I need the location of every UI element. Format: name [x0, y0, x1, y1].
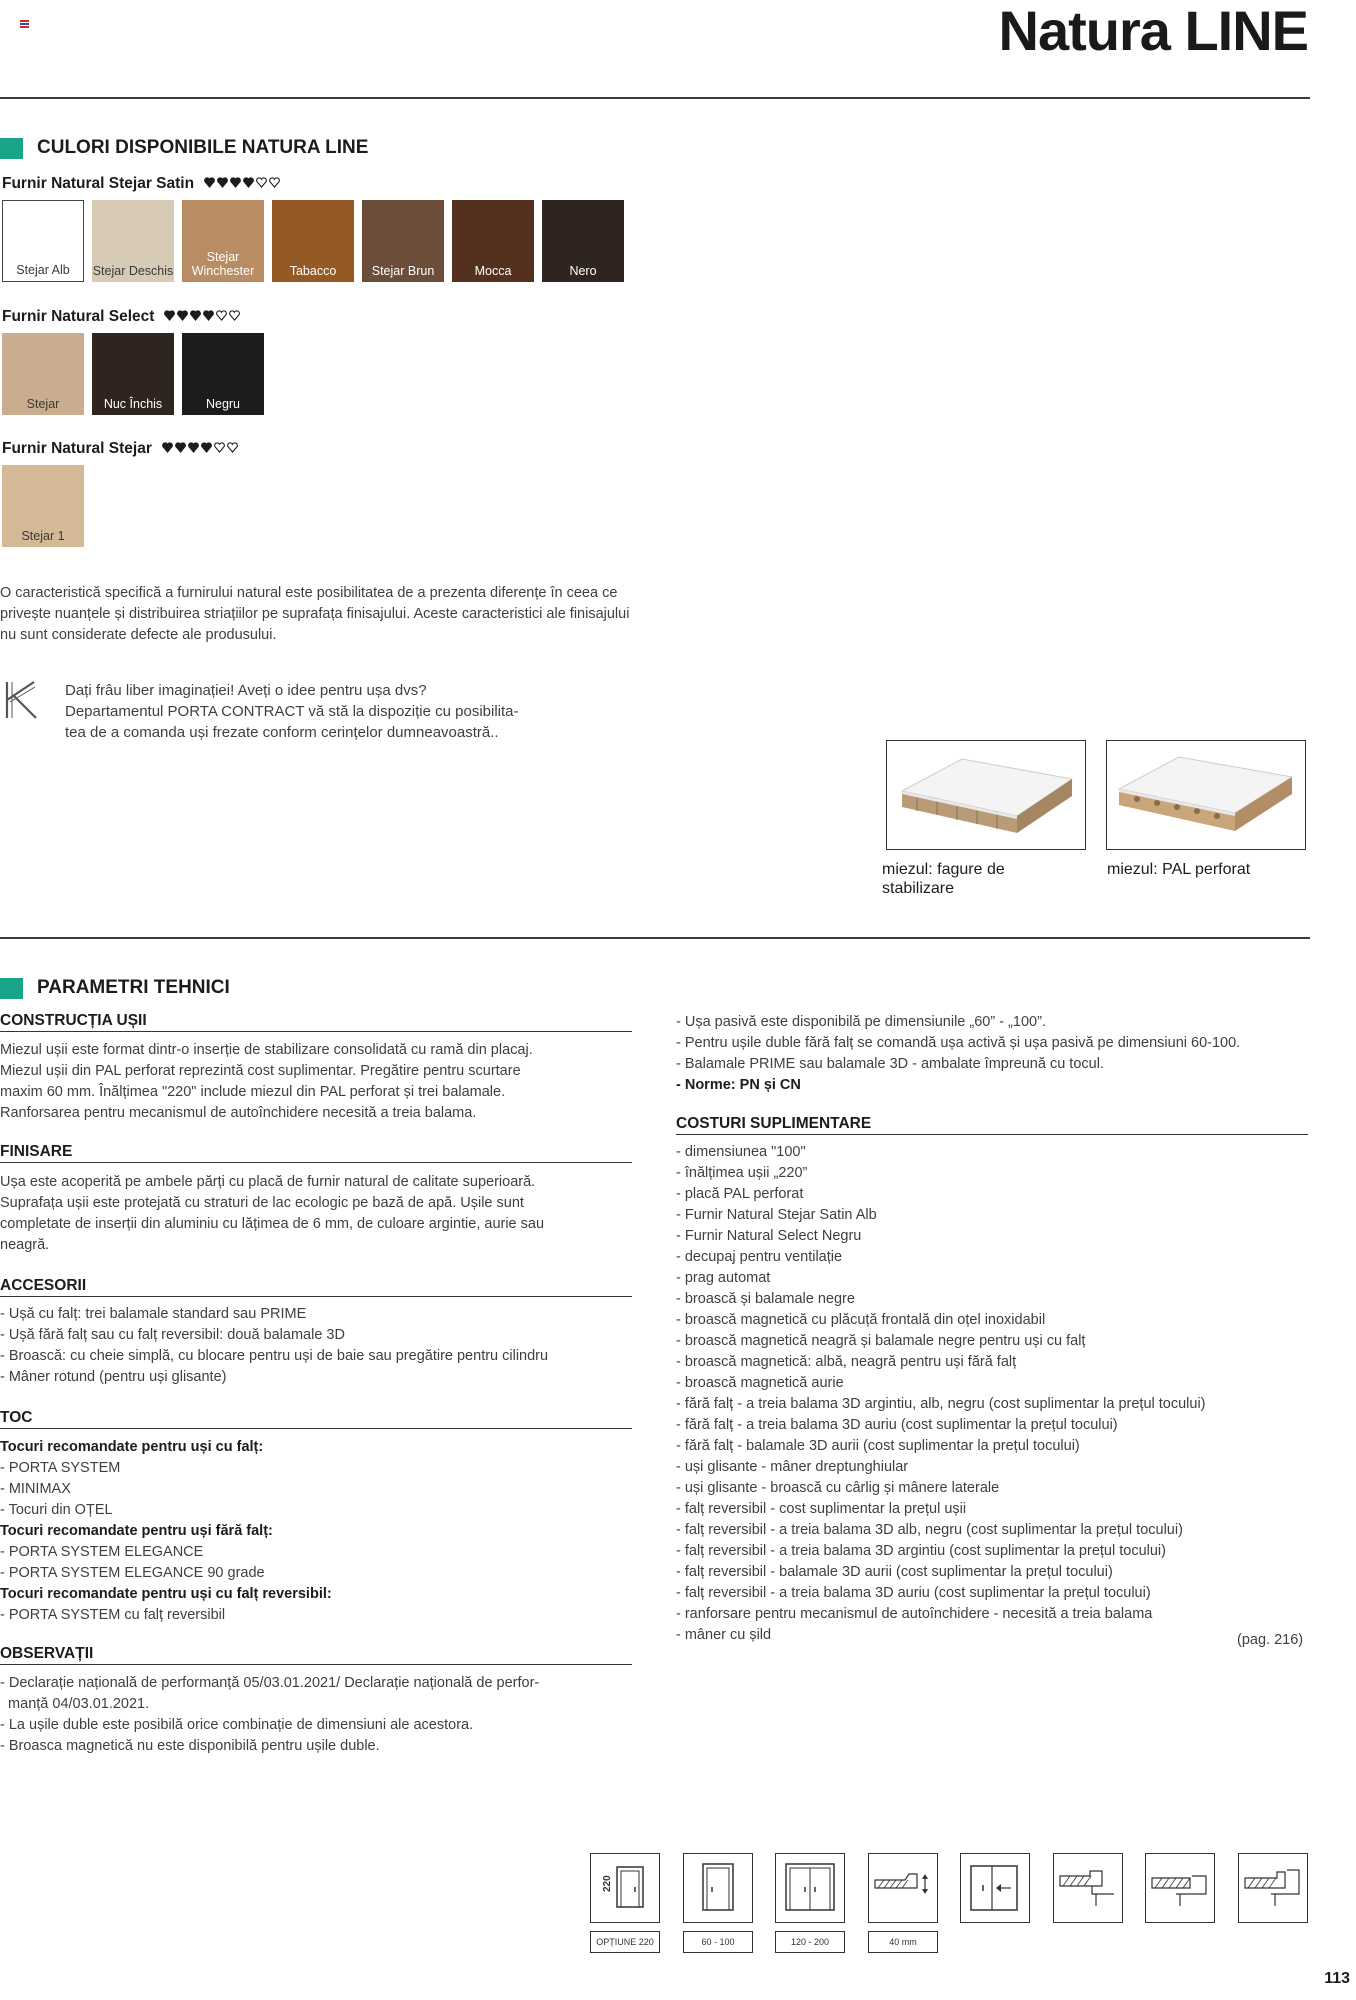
list-item: - falț reversibil - a treia balama 3D alb, negru (cost suplimentar la prețul tocului): [676, 1522, 1183, 1538]
accessories-list: [0, 1304, 548, 1388]
list-item: - PORTA SYSTEM cu falț reversibil: [0, 1607, 226, 1623]
heart-filled-icon: [162, 440, 173, 458]
double-door-icon: [775, 1853, 845, 1923]
list-item: - Furnir Natural Stejar Satin Alb: [676, 1207, 877, 1223]
list-item: - Balamale PRIME sau balamale 3D - ambalate împreună cu tocul.: [676, 1056, 1104, 1072]
veneer-note: O caracteristică specifică a furnirului natural este posibilitatea de a prezenta diferențe în ceea ce privește nuanțele și distribuirea striațiilor pe suprafața finisajului. Aceste caracteristici ale finisajului nu sunt considerate defecte ale produsului.: [0, 585, 630, 643]
heart-filled-icon: [230, 175, 241, 193]
porta-contract-logo-icon: [4, 680, 40, 720]
list-item: - Pentru ușile duble fără falț se comandă ușa activă și ușa pasivă pe dimensiuni 60-100.: [676, 1035, 1241, 1051]
list-item: manță 04/03.01.2021.: [0, 1696, 150, 1712]
list-item: - Tocuri din OȚEL: [0, 1502, 113, 1518]
icon-label: OPȚIUNE 220: [590, 1931, 660, 1953]
color-swatch: [92, 200, 174, 282]
list-item: - broască și balamale negre: [676, 1291, 855, 1307]
icon-label: 40 mm: [868, 1931, 938, 1953]
quality-rating: [164, 308, 240, 326]
svg-text:220: 220: [602, 1875, 613, 1892]
group-title-text: Furnir Natural Stejar Satin: [2, 175, 195, 192]
option-220-icon: [590, 1853, 660, 1923]
heart-filled-icon: [243, 175, 254, 193]
core-caption: miezul: fagure de stabilizare: [882, 861, 1005, 897]
heart-filled-icon: [177, 308, 188, 326]
list-item: - falț reversibil - cost suplimentar la prețul ușii: [676, 1501, 967, 1517]
heart-filled-icon: [201, 440, 212, 458]
icon-label: 120 - 200: [775, 1931, 845, 1953]
heart-filled-icon: [204, 175, 215, 193]
swatch-label: Nuc Închis: [103, 397, 163, 411]
list-item: - prag automat: [676, 1270, 771, 1286]
list-item: - MINIMAX: [0, 1481, 71, 1497]
list-item: - înălțimea ușii „220”: [676, 1165, 808, 1181]
page-title: Natura LINE: [998, 0, 1308, 62]
rebate-profile-icon: [1053, 1853, 1123, 1923]
custom-note-line: Dați frâu liber imaginației! Aveți o idee pentru ușa dvs?: [65, 682, 427, 699]
heart-empty-icon: [216, 308, 227, 326]
color-swatch: [2, 200, 84, 282]
list-item: - Furnir Natural Select Negru: [676, 1228, 862, 1244]
construction-text: [0, 1040, 533, 1124]
icon-label: 60 - 100: [683, 1931, 753, 1953]
heart-empty-icon: [214, 440, 225, 458]
heart-filled-icon: [175, 440, 186, 458]
color-swatch: [92, 333, 174, 415]
flag-stripe: [20, 23, 29, 25]
accent-square: [0, 138, 23, 159]
flag-icon: [20, 20, 29, 27]
list-item: - Mâner rotund (pentru uși glisante): [0, 1369, 227, 1385]
color-group-title: [2, 175, 280, 193]
heart-filled-icon: [188, 440, 199, 458]
text-line: maxim 60 mm. Înălțimea "220" include miezul din PAL perforat și trei balamale.: [0, 1084, 506, 1100]
list-item: - fără falț - balamale 3D aurii (cost suplimentar la prețul tocului): [676, 1438, 1080, 1454]
heart-filled-icon: [203, 308, 214, 326]
heart-empty-icon: [256, 175, 267, 193]
core-honeycomb-image: [886, 740, 1086, 850]
heart-filled-icon: [217, 175, 228, 193]
group-title-text: Furnir Natural Select: [2, 308, 155, 325]
list-item: - broască magnetică aurie: [676, 1375, 844, 1391]
tech-section-heading: [0, 977, 230, 999]
color-group-title: [2, 308, 240, 326]
color-swatch: [2, 333, 84, 415]
frame-subheading: Tocuri recomandate pentru uși cu falț reversibil:: [0, 1586, 332, 1602]
swatch-label: Stejar Alb: [16, 263, 70, 277]
observations-heading: OBSERVAȚII: [0, 1645, 632, 1665]
section-title: CULORI DISPONIBILE NATURA LINE: [37, 137, 369, 158]
list-item: - placă PAL perforat: [676, 1186, 804, 1202]
text-line: Miezul ușii din PAL perforat reprezintă cost suplimentar. Pregătire pentru scurtare: [0, 1063, 521, 1079]
text-line: Miezul ușii este format dintr-o inserție de stabilizare consolidată cu ramă din placaj.: [0, 1042, 533, 1058]
list-item: - broască magnetică neagră și balamale negre pentru uși cu falț: [676, 1333, 1086, 1349]
quality-rating: [204, 175, 280, 193]
section-title: PARAMETRI TEHNICI: [37, 977, 230, 998]
list-item: - uși glisante - broască cu cârlig și mânere laterale: [676, 1480, 1000, 1496]
swatch-label: Stejar Brun: [371, 264, 435, 278]
color-swatch: [182, 333, 264, 415]
custom-note-line: tea de a comanda uși frezate conform cerințelor dumneavoastră..: [65, 724, 499, 741]
swatch-label: Mocca: [474, 264, 512, 278]
text-line: Ușa este acoperită pe ambele părți cu placă de furnir natural de calitate superioară.: [0, 1174, 536, 1190]
swatch-label: Stejar Deschis: [92, 264, 174, 278]
list-item: - PORTA SYSTEM ELEGANCE: [0, 1544, 204, 1560]
frame-subheading: Tocuri recomandate pentru uși fără falț:: [0, 1523, 273, 1539]
swatch-label: Nero: [569, 264, 597, 278]
text-line: completate de inserții din aluminiu cu lățimea de 6 mm, de culoare argintie, aurie sau: [0, 1216, 545, 1232]
thickness-icon: [868, 1853, 938, 1923]
extra-costs-heading: COSTURI SUPLIMENTARE: [676, 1115, 1308, 1135]
list-item: - broască magnetică cu plăcuță frontală din oțel inoxidabil: [676, 1312, 1046, 1328]
frame-subheading: Tocuri recomandate pentru uși cu falț:: [0, 1439, 264, 1455]
list-item: - PORTA SYSTEM: [0, 1460, 121, 1476]
extra-costs-list: [676, 1142, 1206, 1646]
list-item: - dimensiunea "100": [676, 1144, 806, 1160]
flush-profile-icon: [1145, 1853, 1215, 1923]
color-group-title: [2, 440, 238, 458]
color-swatch: [452, 200, 534, 282]
list-item: - fără falț - a treia balama 3D argintiu, alb, negru (cost suplimentar la prețul tocului): [676, 1396, 1206, 1412]
observations-list: [0, 1673, 539, 1757]
list-item: - decupaj pentru ventilație: [676, 1249, 843, 1265]
core-pal-image: [1106, 740, 1306, 850]
heart-empty-icon: [269, 175, 280, 193]
list-item: - Broasca magnetică nu este disponibilă pentru ușile duble.: [0, 1738, 380, 1754]
swatch-label: Negru: [205, 397, 241, 411]
custom-note-line: Departamentul PORTA CONTRACT vă stă la dispoziție cu posibilita-: [65, 703, 519, 720]
color-swatch: [542, 200, 624, 282]
color-swatch: [272, 200, 354, 282]
accent-square: [0, 978, 23, 999]
page-number: 113: [1324, 1970, 1350, 1987]
list-item: - PORTA SYSTEM ELEGANCE 90 grade: [0, 1565, 265, 1581]
heart-empty-icon: [229, 308, 240, 326]
finish-text: [0, 1172, 544, 1256]
group-title-text: Furnir Natural Stejar: [2, 440, 152, 457]
list-item: - Declarație națională de performanță 05/03.01.2021/ Declarație națională de perfor-: [0, 1675, 540, 1691]
header-divider: [0, 97, 1310, 99]
custom-order-note: [65, 680, 519, 743]
frame-list: [0, 1437, 332, 1626]
color-swatch: [182, 200, 264, 282]
colors-section-heading: [0, 137, 368, 159]
list-item: - uși glisante - mâner dreptunghiular: [676, 1459, 909, 1475]
swatch-label: Stejar Winchester: [191, 250, 255, 278]
heart-empty-icon: [227, 440, 238, 458]
swatch-label: Stejar 1: [21, 529, 65, 543]
list-item: - mâner cu șild: [676, 1627, 772, 1643]
frame-heading: TOC: [0, 1409, 632, 1429]
section-divider: [0, 937, 1310, 939]
flag-stripe: [20, 26, 29, 28]
list-item: - La ușile duble este posibilă orice combinație de dimensiuni ale acestora.: [0, 1717, 474, 1733]
list-item: - broască magnetică: albă, neagră pentru uși fără falț: [676, 1354, 1017, 1370]
list-item: - Ușă fără falț sau cu falț reversibil: două balamale 3D: [0, 1327, 345, 1343]
list-item: - falț reversibil - a treia balama 3D argintiu (cost suplimentar la prețul tocului): [676, 1543, 1166, 1559]
list-item: - Ușă cu falț: trei balamale standard sau PRIME: [0, 1306, 307, 1322]
list-item: - falț reversibil - balamale 3D aurii (cost suplimentar la prețul tocului): [676, 1564, 1113, 1580]
construction-heading: CONSTRUCȚIA UȘII: [0, 1012, 632, 1032]
list-item: - Ușa pasivă este disponibilă pe dimensiunile „60” - „100”.: [676, 1014, 1046, 1030]
finish-heading: FINISARE: [0, 1143, 632, 1163]
quality-rating: [162, 440, 238, 458]
text-line: neagră.: [0, 1237, 50, 1253]
reversible-profile-icon: [1238, 1853, 1308, 1923]
color-swatch: [2, 465, 84, 547]
list-item: - falț reversibil - a treia balama 3D auriu (cost suplimentar la prețul tocului): [676, 1585, 1151, 1601]
text-line: Ranforsarea pentru mecanismul de autoînchidere necesită a treia balama.: [0, 1105, 477, 1121]
norms-line: - Norme: PN și CN: [676, 1077, 801, 1093]
list-item: - fără falț - a treia balama 3D auriu (cost suplimentar la prețul tocului): [676, 1417, 1118, 1433]
sliding-door-icon: [960, 1853, 1030, 1923]
core-caption: miezul: PAL perforat: [1107, 861, 1251, 878]
flag-stripe: [20, 20, 29, 22]
single-door-icon: [683, 1853, 753, 1923]
accessories-heading: ACCESORII: [0, 1277, 632, 1297]
swatch-label: Tabacco: [289, 264, 337, 278]
heart-filled-icon: [164, 308, 175, 326]
swatch-label: Stejar: [26, 397, 60, 411]
text-line: Suprafața ușii este protejată cu straturi de lac ecologic pe bază de apă. Ușile sunt: [0, 1195, 524, 1211]
list-item: - ranforsare pentru mecanismul de autoînchidere - necesită a treia balama: [676, 1606, 1153, 1622]
door-notes: [676, 1012, 1240, 1096]
page-reference: (pag. 216): [1237, 1632, 1304, 1648]
heart-filled-icon: [190, 308, 201, 326]
color-swatch: [362, 200, 444, 282]
list-item: - Broască: cu cheie simplă, cu blocare pentru uși de baie sau pregătire pentru cilindru: [0, 1348, 549, 1364]
